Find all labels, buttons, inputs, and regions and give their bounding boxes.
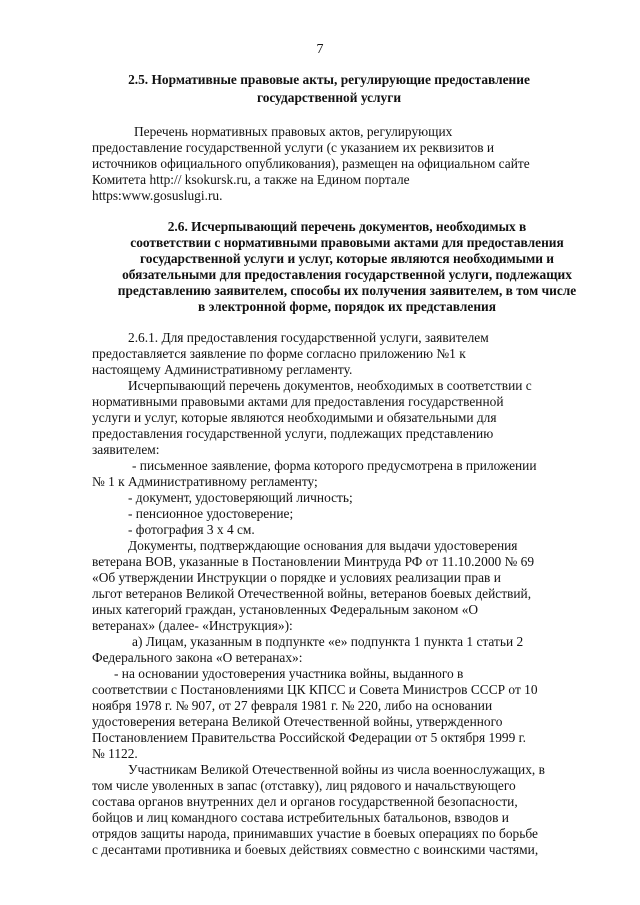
body-line-25: удостоверения ветерана Великой Отечественной войны, утвержденного (92, 714, 503, 729)
section-2-5-heading-line-2: государственной услуги (256, 90, 402, 105)
body-line-24: ноября 1978 г. № 907, от 27 февраля 1981 г. № 220, либо на основании (92, 698, 493, 713)
body-line-6: услуги и услуг, которые являются необходимыми и обязательными для (92, 410, 497, 425)
body-line-7: предоставления государственной услуги, подлежащих представлению (92, 426, 494, 441)
body-line-11: - документ, удостоверяющий личность; (128, 490, 353, 505)
body-line-14: Документы, подтверждающие основания для выдачи удостоверения (128, 538, 518, 553)
body-line-18: иных категорий граждан, установленных Федеральным законом «О (92, 602, 479, 617)
section-2-6-heading-line-3: государственной услуги и услуг, которые являются необходимыми и (140, 251, 554, 266)
body-line-20: а) Лицам, указанным в подпункте «е» подпункта 1 пункта 1 статьи 2 (132, 634, 524, 649)
body-line-16: «Об утверждении Инструкции о порядке и условиях реализации прав и (92, 570, 501, 585)
body-line-29: том числе уволенных в запас (отставку), лиц рядового и начальствующего (92, 778, 516, 793)
body-line-30: состава органов внутренних дел и органов государственной безопасности, (92, 794, 518, 809)
section-2-5-paragraph-line-4: Комитета http:// ksokursk.ru, а также на Едином портале (92, 172, 410, 187)
body-line-31: бойцов и лиц командного состава истребительных батальонов, взводов и (92, 810, 509, 825)
body-line-19: ветеранах» (далее- «Инструкция»): (92, 618, 293, 633)
body-line-26: Постановлением Правительства Российской Федерации от 5 октября 1999 г. (92, 730, 526, 745)
body-line-32: отрядов защиты народа, принимавших участие в боевых операциях по борьбе (92, 826, 538, 841)
body-line-8: заявителем: (92, 442, 160, 457)
body-line-13: - фотография 3 х 4 см. (128, 522, 255, 537)
section-2-6-heading-line-5: представлению заявителем, способы их получения заявителем, в том числе (117, 283, 577, 298)
body-line-2: предоставляется заявление по форме согласно приложению №1 к (92, 346, 466, 361)
body-line-9: - письменное заявление, форма которого предусмотрена в приложении (132, 458, 537, 473)
section-2-5-paragraph-line-3: источников официального опубликования), размещен на официальном сайте (92, 156, 530, 171)
body-line-10: № 1 к Административному регламенту; (92, 474, 318, 489)
body-line-22: - на основании удостоверения участника войны, выданного в (114, 666, 464, 681)
body-line-17: льгот ветеранов Великой Отечественной войны, ветеранов боевых действий, (92, 586, 532, 601)
body-line-28: Участникам Великой Отечественной войны из числа военнослужащих, в (128, 762, 545, 777)
body-line-12: - пенсионное удостоверение; (128, 506, 294, 521)
section-2-5-paragraph-line-1: Перечень нормативных правовых актов, регулирующих (134, 124, 453, 139)
body-line-21: Федерального закона «О ветеранах»: (92, 650, 303, 665)
page-number: 7 (316, 42, 324, 57)
section-2-5-heading-line-1: 2.5. Нормативные правовые акты, регулирующие предоставление (128, 72, 530, 87)
section-2-6-heading-line-2: соответствии с нормативными правовыми актами для предоставления (130, 235, 564, 250)
section-2-5-paragraph-line-2: предоставление государственной услуги (с указанием их реквизитов и (92, 140, 495, 155)
body-line-1: 2.6.1. Для предоставления государственной услуги, заявителем (128, 330, 489, 345)
body-line-5: нормативными правовыми актами для предоставления государственной (92, 394, 504, 409)
body-line-23: соответствии с Постановлениями ЦК КПСС и Совета Министров СССР от 10 (92, 682, 538, 697)
body-line-27: № 1122. (92, 746, 138, 761)
body-line-3: настоящему Административному регламенту. (92, 362, 353, 377)
body-line-33: с десантами противника и боевых действиях совместно с воинскими частями, (92, 842, 539, 857)
body-line-15: ветерана ВОВ, указанные в Постановлении Минтруда РФ от 11.10.2000 № 69 (92, 554, 535, 569)
section-2-6-heading-line-4: обязательными для предоставления государственной услуги, подлежащих (122, 267, 572, 282)
body-line-4: Исчерпывающий перечень документов, необходимых в соответствии с (128, 378, 532, 393)
section-2-6-heading-line-6: в электронной форме, порядок их представления (198, 299, 496, 314)
section-2-5-paragraph-line-5: https:www.gosuslugi.ru. (92, 188, 223, 203)
section-2-6-heading-line-1: 2.6. Исчерпывающий перечень документов, необходимых в (167, 219, 527, 234)
